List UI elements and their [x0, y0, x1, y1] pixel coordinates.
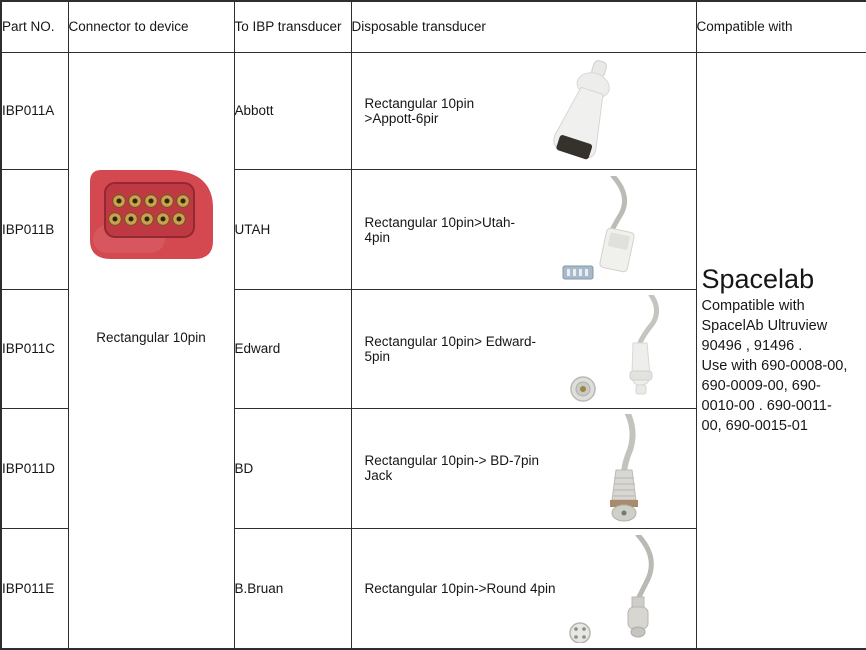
connector-caption: Rectangular 10pin	[96, 329, 206, 345]
part-no-cell: IBP011A	[1, 52, 68, 169]
disposable-cell	[351, 290, 696, 408]
connector-cell	[68, 52, 234, 649]
transducer-cell: B.Bruan	[234, 529, 351, 649]
header-disposable: Disposable transducer	[351, 1, 696, 52]
disposable-cell	[351, 52, 696, 169]
disposable-label: Rectangular 10pin->Round 4pin	[364, 581, 556, 597]
transducer-cell: Edward	[234, 290, 351, 408]
disposable-label: Rectangular 10pin-> BD-7pin Jack	[364, 453, 539, 484]
compatible-description-line: Use with 690-0008-00,	[701, 358, 848, 375]
transducer-cell: BD	[234, 408, 351, 528]
compatible-description-line: Compatible with	[701, 298, 805, 315]
header-row	[1, 1, 866, 52]
table-row	[1, 52, 866, 169]
disposable-cell	[351, 529, 696, 649]
brand-title: Spacelab	[701, 264, 815, 295]
header-part-no: Part NO.	[1, 1, 68, 52]
round-4pin-plug-photo	[558, 535, 693, 643]
rectangular-10pin-connector-photo	[81, 163, 221, 272]
disposable-label: Rectangular 10pin> Edward-5pin	[364, 333, 536, 364]
disposable-cell	[351, 408, 696, 528]
compatible-description-line: 0010-00 . 690-0011-	[701, 398, 832, 415]
compatible-description-line: 690-0009-00, 690-	[701, 378, 821, 395]
disposable-label: Rectangular 10pin>Utah-4pin	[364, 214, 515, 245]
part-no-cell: IBP011E	[1, 529, 68, 649]
compatible-description-line: 00, 690-0015-01	[701, 418, 808, 435]
transducer-cell: Abbott	[234, 52, 351, 169]
disposable-label: Rectangular 10pin >Appott-6pir	[364, 95, 475, 126]
header-transducer: To IBP transducer	[234, 1, 351, 52]
compatible-description-line: SpacelAb Ultruview	[701, 318, 828, 335]
disposable-cell	[351, 169, 696, 289]
edward-connector-photo	[553, 295, 688, 403]
part-no-cell: IBP011B	[1, 169, 68, 289]
compatible-cell	[696, 52, 866, 649]
bd-jack-photo	[556, 414, 691, 522]
transducer-cell: UTAH	[234, 169, 351, 289]
header-connector: Connector to device	[68, 1, 234, 52]
abbott-adapter-photo	[519, 57, 654, 165]
part-no-cell: IBP011D	[1, 408, 68, 528]
utah-connector-photo	[533, 176, 668, 284]
header-compatible: Compatible with	[696, 1, 866, 52]
part-no-cell: IBP011C	[1, 290, 68, 408]
compatible-description-line: 90496 , 91496 .	[701, 338, 803, 355]
